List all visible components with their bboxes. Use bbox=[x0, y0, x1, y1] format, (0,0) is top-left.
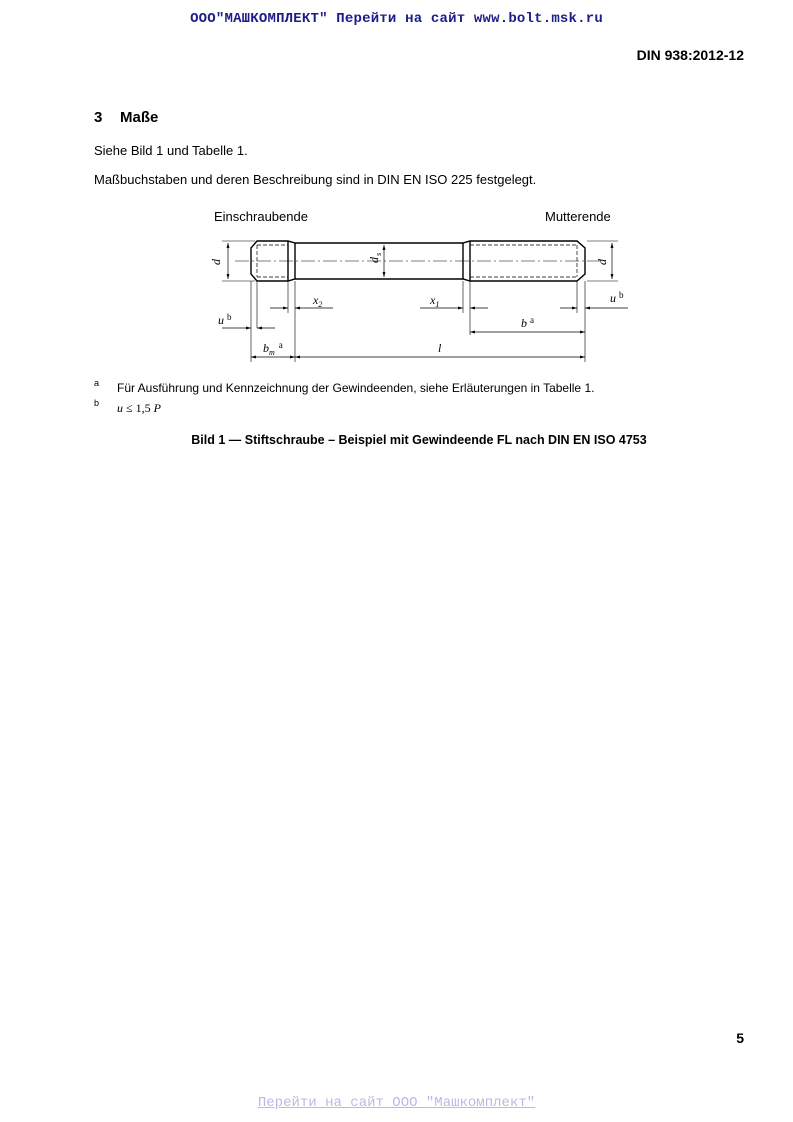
figure-caption: Bild 1 — Stiftschraube – Beispiel mit Gewindeende FL nach DIN EN ISO 4753 bbox=[191, 433, 647, 447]
label-ds: $d_s$ bbox=[367, 252, 383, 263]
footnote-b-text: u ≤ 1,5 P bbox=[117, 401, 161, 415]
label-x2: $x_2$ bbox=[313, 293, 323, 309]
section-number: 3 bbox=[94, 109, 103, 126]
label-u-right: u $^b$ bbox=[610, 290, 624, 305]
label-bm: $b_m^a$ bbox=[263, 340, 283, 357]
footnote-a-mark: a bbox=[94, 378, 100, 388]
standard-number: DIN 938:2012-12 bbox=[636, 47, 744, 63]
section-title: Maße bbox=[120, 109, 159, 126]
label-l: l bbox=[438, 341, 442, 355]
bottom-site-link[interactable]: Перейти на сайт ООО "Машкомплект" bbox=[257, 1095, 536, 1111]
label-b: b $^a$ bbox=[521, 315, 534, 330]
page-number: 5 bbox=[736, 1030, 744, 1046]
label-nut-end: Mutterende bbox=[545, 209, 611, 224]
top-site-link[interactable]: ООО"МАШКОМПЛЕКТ" Перейти на сайт www.bolt.msk.ru bbox=[190, 11, 603, 27]
label-u-left: u $^b$ bbox=[218, 312, 232, 327]
footnote-b-mark: b bbox=[94, 398, 100, 408]
label-d-right: d bbox=[595, 259, 609, 265]
paragraph-see-figure: Siehe Bild 1 und Tabelle 1. bbox=[94, 143, 248, 158]
stud-bolt-drawing bbox=[195, 206, 635, 371]
section-heading bbox=[94, 109, 158, 126]
paragraph-dimension-symbols: Maßbuchstaben und deren Beschreibung sind in DIN EN ISO 225 festgelegt. bbox=[94, 172, 537, 187]
label-d-left: d bbox=[209, 259, 223, 265]
footnote-a-text: Für Ausführung und Kennzeichnung der Gewindeenden, siehe Erläuterungen in Tabelle 1. bbox=[117, 381, 595, 395]
label-x1: $x_1$ bbox=[430, 293, 440, 309]
label-stud-end: Einschraubende bbox=[214, 209, 308, 224]
